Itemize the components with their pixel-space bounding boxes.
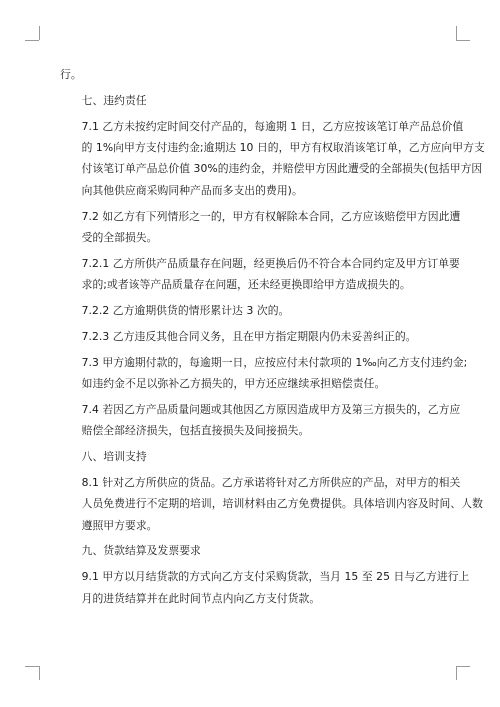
text-line: 7.4 若因乙方产品质量问题或其他因乙方原因造成甲方及第三方损失的，乙方应 <box>81 402 461 416</box>
text-line: 向其他供应商采购同种产品而多支出的费用)。 <box>81 183 303 197</box>
text-line: 赔偿全部经济损失，包括直接损失及间接损失。 <box>81 424 310 438</box>
text-line: 9.1 甲方以月结货款的方式向乙方支付采购货款，当月 15 至 25 日与乙方进行上 <box>81 570 470 584</box>
text-line: 7.2.2 乙方逾期供货的情形累计达 3 次的。 <box>81 304 290 318</box>
text-line: 七、违约责任 <box>81 93 147 107</box>
paragraph-p3 <box>60 206 461 249</box>
paragraph-p10 <box>60 472 483 536</box>
text-line: 月的进货结算并在此时间节点内向乙方支付货款。 <box>81 591 321 605</box>
paragraph-p0 <box>60 64 440 85</box>
paragraph-p7 <box>60 352 468 395</box>
paragraph-p8 <box>60 399 461 442</box>
text-line: 7.2.1 乙方所供产品质量存在问题，经更换后仍不符合本合同约定及甲方订单要 <box>81 256 460 270</box>
text-line: 八、培训支持 <box>81 450 147 464</box>
paragraph-p5 <box>60 300 440 321</box>
paragraph-p1 <box>60 90 440 111</box>
text-line: 7.2.3 乙方违反其他合同义务，且在甲方指定期限内仍未妥善纠正的。 <box>81 329 417 343</box>
text-line: 如违约金不足以弥补乙方损失的，甲方还应继续承担赔偿责任。 <box>81 377 386 391</box>
text-line: 8.1 针对乙方所供应的货品。乙方承诺将针对乙方所供应的产品，对甲方的相关 <box>81 475 461 489</box>
text-line: 付该笔订单产品总价值 30%的违约金，并赔偿甲方因此遭受的全部损失(包括甲方因 <box>81 162 483 176</box>
text-line: 求的;或者该等产品质量存在问题，还未经更换即给甲方造成损失的。 <box>81 278 411 292</box>
text-line: 7.3 甲方逾期付款的，每逾期一日，应按应付未付款项的 1‰向乙方支付违约金; <box>81 355 468 369</box>
text-line: 的 1%向甲方支付违约金;逾期达 10 日的，甲方有权取消该笔订单，乙方应向甲方支 <box>81 141 485 154</box>
text-line: 九、货款结算及发票要求 <box>81 544 201 558</box>
paragraph-p6 <box>60 326 440 347</box>
text-line: 遵照甲方要求。 <box>81 518 158 532</box>
text-line: 7.1 乙方未按约定时间交付产品的，每逾期 1 日，乙方应按该笔订单产品总价值 <box>81 119 464 133</box>
document-body <box>60 64 485 613</box>
paragraph-p2 <box>60 116 485 202</box>
text-line: 行。 <box>60 68 82 81</box>
paragraph-p4 <box>60 253 460 296</box>
paragraph-p12 <box>60 566 470 609</box>
text-line: 人员免费进行不定期的培训，培训材料由乙方免费提供。具体培训内容及时间、人数 <box>81 497 483 511</box>
text-line: 受的全部损失。 <box>81 231 158 245</box>
paragraph-p11 <box>60 540 440 561</box>
text-line: 7.2 如乙方有下列情形之一的，甲方有权解除本合同，乙方应该赔偿甲方因此遭 <box>81 209 461 223</box>
paragraph-p9 <box>60 446 440 467</box>
